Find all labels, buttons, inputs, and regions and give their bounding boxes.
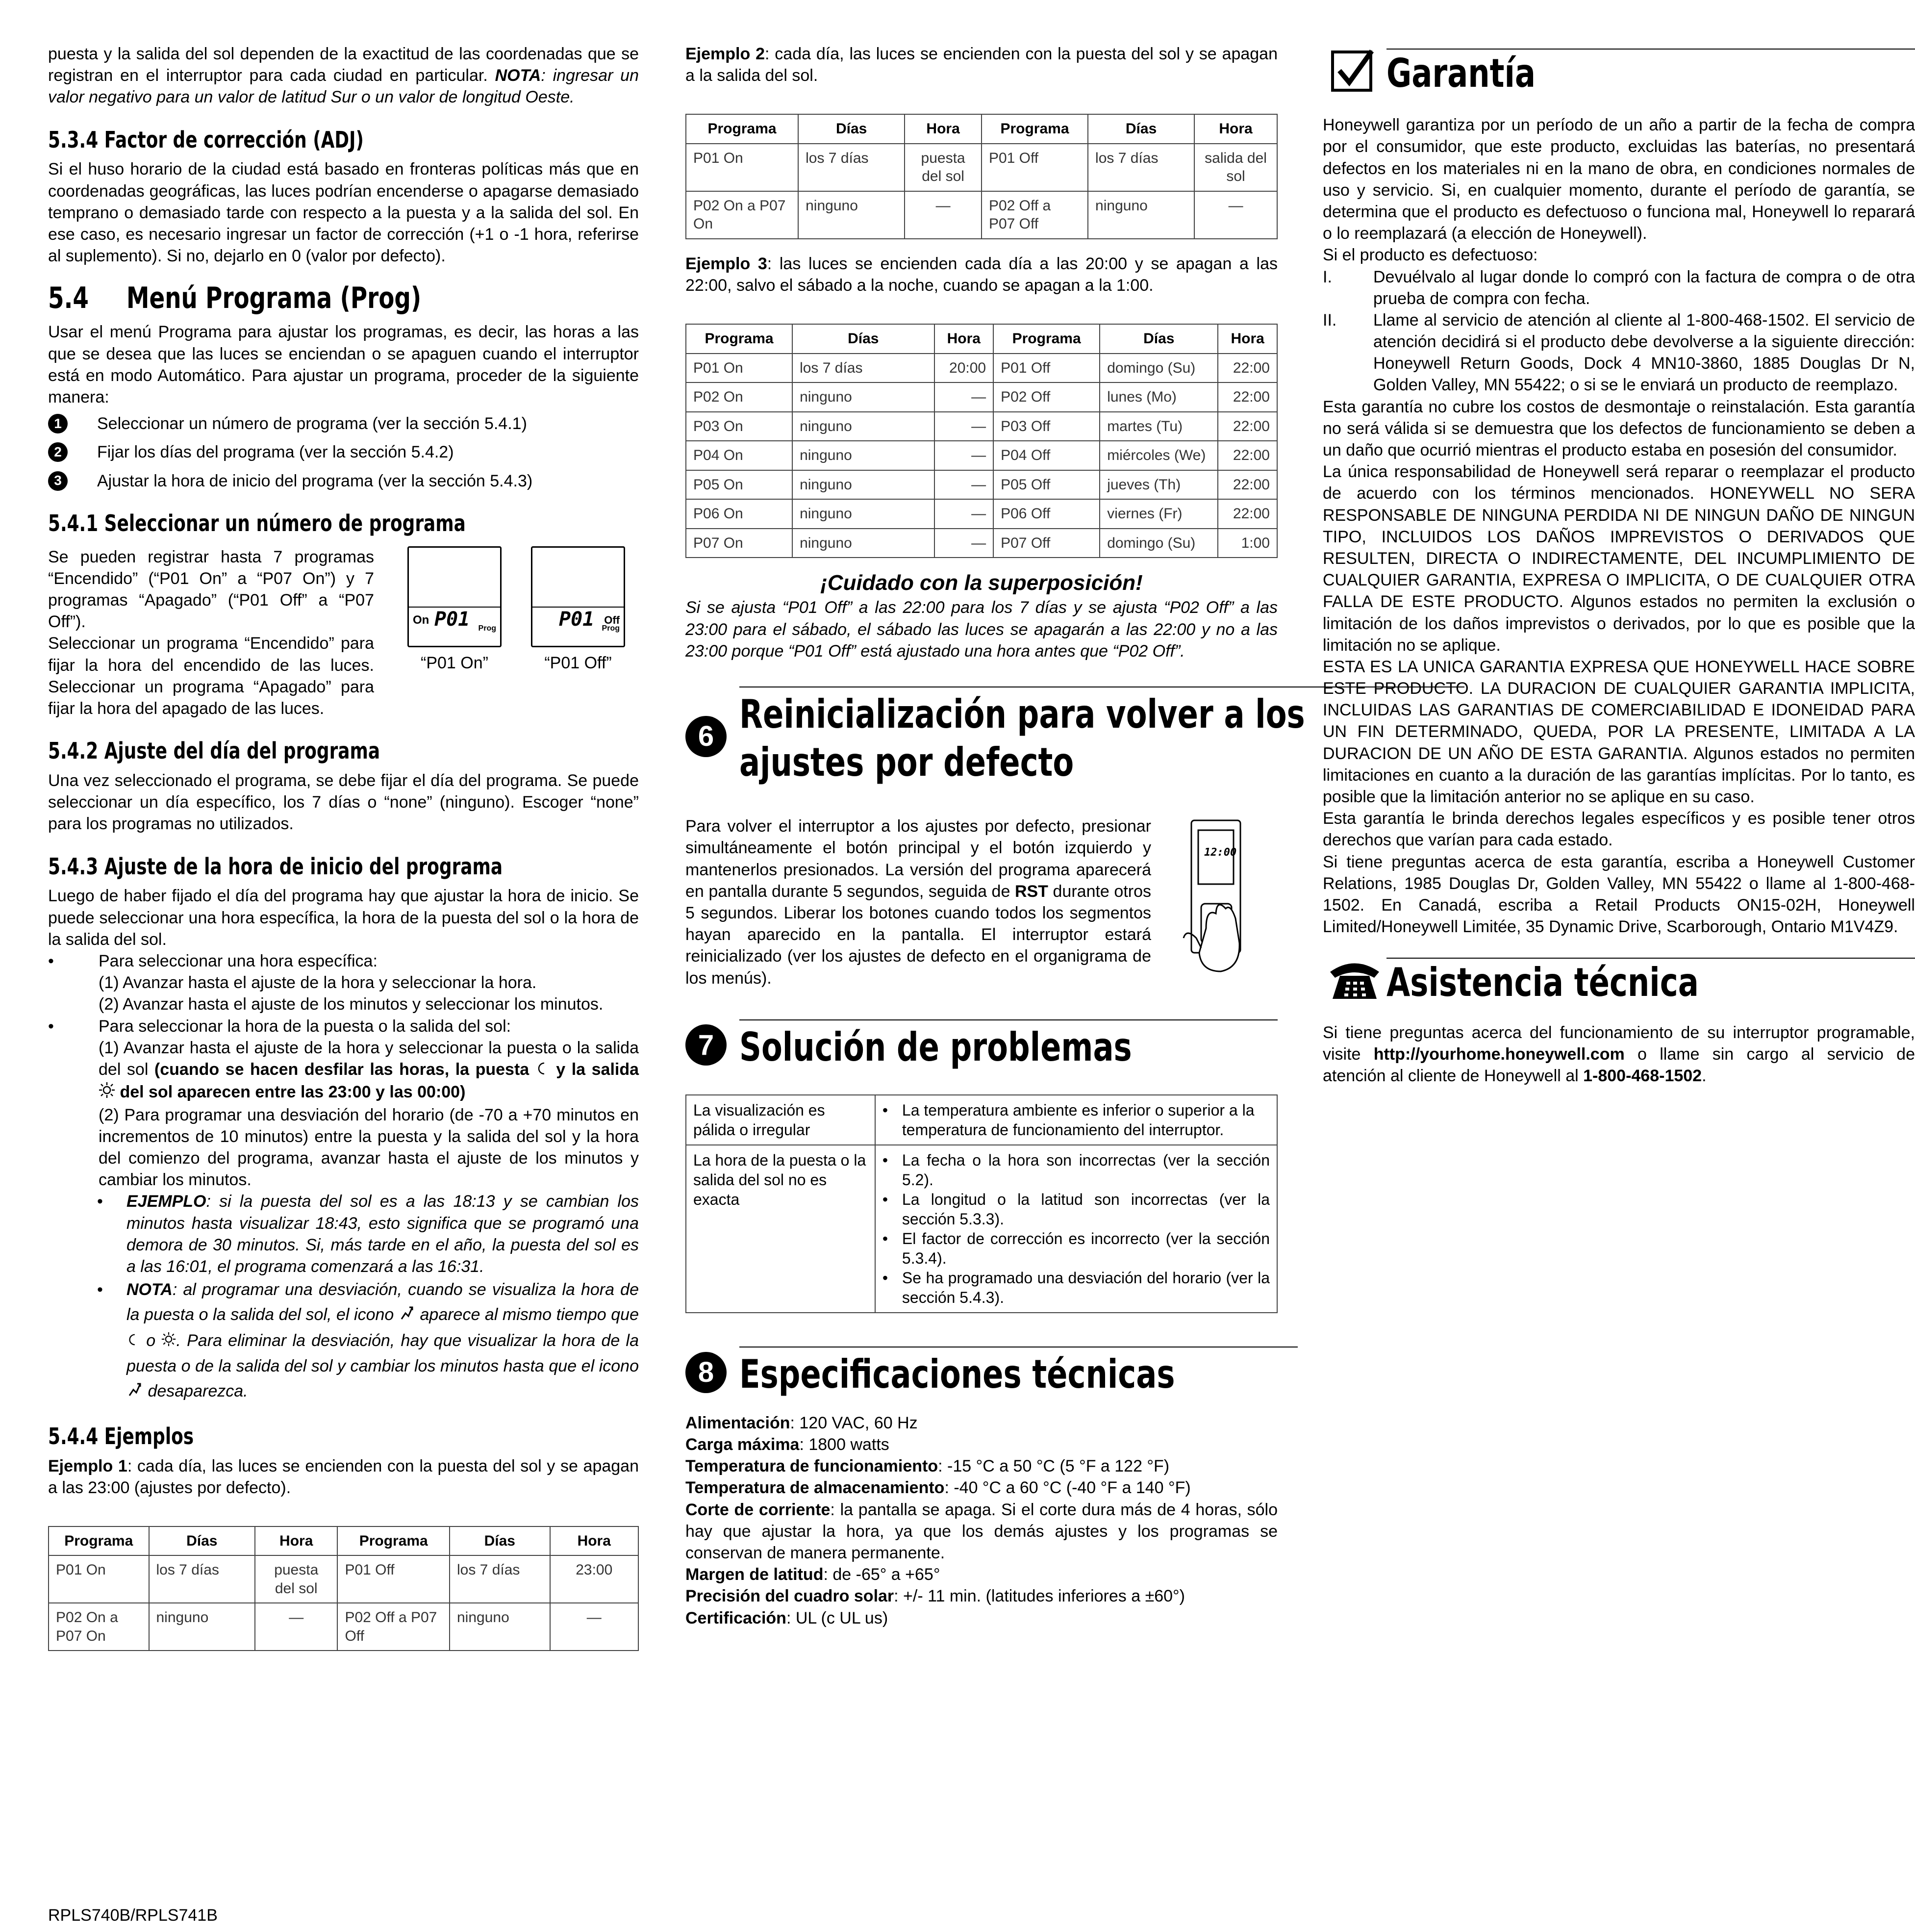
column-1	[48, 43, 639, 1651]
section-5-4-1-text-2: Seleccionar un programa “Encendido” para fijar la hora del encendido de las luces. Seleccionar un programa “Apagado” para fijar la hora del apagado de las luces.	[48, 634, 374, 718]
offset-note: • NOTA: al programar una desviación, cuando se visualiza la hora de la puesta o la salida del sol, el icono aparece al mismo tiempo que o . Para eliminar la desviación, hay que visualizar la hora de la puesta o de la salida del sol y cambiar los minutos hasta que el icono desaparezca.	[48, 1277, 639, 1405]
list-item: • Se ha programado una desviación del horario (ver la sección 5.4.3).	[882, 1269, 1270, 1307]
footer-model: RPLS740B/RPLS741B	[48, 1906, 218, 1925]
list-item: • La fecha o la hora son incorrectas (ver la sección 5.2).	[882, 1151, 1270, 1189]
step-1: 1 Seleccionar un número de programa (ver la sección 5.4.1)	[48, 413, 639, 434]
offset-icon	[399, 1303, 415, 1328]
moon-icon	[126, 1329, 140, 1354]
table-row: P01 On los 7 días puesta del sol P01 Off los 7 días 23:00	[49, 1555, 638, 1603]
section-6-heading: 6 Reinicialización para volver a los ajustes por defecto	[685, 686, 1278, 786]
section-5-4-3-heading: 5.4.3 Ajuste de la hora de inicio del programa	[48, 853, 503, 880]
section-number-badge: 6	[685, 716, 727, 757]
section-5-4-text: Usar el menú Programa para ajustar los programas, es decir, las horas a las que se desea que las luces se enciendan o se apaguen cuando el interruptor está en modo Automático. Para ajustar un programa, proceder de la siguiente manera:	[48, 323, 639, 407]
moon-icon	[535, 1060, 550, 1081]
lcd-figure-off	[531, 546, 625, 720]
checkbox-icon	[1331, 48, 1375, 98]
bullet-sun-time-step-1: (1) Avanzar hasta el ajuste de la hora y seleccionar la puesta o la salida del sol (cuando se hacen desfilar las horas, la puesta y la salida del sol aparecen entre las 23:00 y las 00:00)	[48, 1037, 639, 1104]
spec-item: Carga máxima: 1800 watts	[685, 1435, 889, 1454]
section-7-heading: 7 Solución de problemas	[685, 1019, 1278, 1071]
section-5-4-1-heading: 5.4.1 Seleccionar un número de programa	[48, 509, 466, 536]
caution-title: ¡Cuidado con la superposición!	[820, 571, 1143, 595]
list-item: I. Devuélvalo al lugar donde lo compró con la factura de compra o de otra prueba de compra con fecha.	[1323, 267, 1915, 308]
fig-off-caption: “P01 Off”	[544, 653, 612, 672]
section-5-3-4-text: Si el huso horario de la ciudad está basado en fronteras políticas más que en coordenadas geográficas, las luces podrían encenderse o apagarse demasiado temprano o demasiado tarde con respecto a la puesta y a la salida del sol. En ese caso, es necesario ingresar un factor de corrección (+1 o -1 hora, referirse al suplemento). Si no, dejarlo en 0 (valor por defecto).	[48, 160, 639, 266]
troubleshooting-table	[685, 1094, 1278, 1313]
example-1-table	[48, 1526, 639, 1652]
sun-icon	[161, 1329, 176, 1354]
example-1-text: Ejemplo 1: cada día, las luces se encienden con la puesta del sol y se apagan a las 23:00 (ajustes por defecto).	[48, 1456, 639, 1497]
assist-heading: Asistencia técnica	[1323, 957, 1915, 1007]
step-number-badge: 1	[48, 414, 68, 433]
table-row: P04 On ninguno — P04 Off miércoles (We) 22:00	[686, 441, 1277, 470]
section-number-badge: 8	[685, 1352, 727, 1393]
lcd-figures	[407, 546, 625, 720]
table-header-row: Programa Días Hora Programa Días Hora	[686, 114, 1277, 144]
table-row: P07 On ninguno — P07 Off domingo (Su) 1:00	[686, 529, 1277, 558]
list-item: • La temperatura ambiente es inferior o superior a la temperatura de funcionamiento del interruptor.	[882, 1101, 1255, 1139]
bullet-specific-time-step-1: (1) Avanzar hasta el ajuste de la hora y seleccionar la hora.	[99, 973, 537, 992]
specs-list	[685, 1412, 1278, 1629]
step-3: 3 Ajustar la hora de inicio del programa (ver la sección 5.4.3)	[48, 470, 639, 492]
example-3-table	[685, 324, 1278, 558]
step-number-badge: 2	[48, 442, 68, 462]
step-2: 2 Fijar los días del programa (ver la sección 5.4.2)	[48, 441, 639, 463]
spec-item: Alimentación: 120 VAC, 60 Hz	[685, 1413, 918, 1432]
column-3	[1323, 48, 1915, 1087]
list-item: II. Llame al servicio de atención al cliente al 1-800-468-1502. El servicio de atención decidirá si el producto debe devolverse a la siguiente dirección: Honeywell Return Goods, Dock 4 MN10-3860, 1885 Douglas Dr N, Golden Valley, MN 55422; o si se le enviará un producto de reemplazo.	[1323, 310, 1915, 395]
caution-text: Si se ajusta “P01 Off” a las 22:00 para los 7 días y se ajusta “P02 Off” a las 23:00 para el sábado, el sábado las luces se apagarán a las 22:00 y no a las 23:00 porque “P01 Off” está ajustado una hora antes que “P02 Off”.	[685, 598, 1278, 661]
section-5-4-4-heading: 5.4.4 Ejemplos	[48, 1423, 194, 1449]
assist-text: Si tiene preguntas acerca del funcionamiento de su interruptor programable, visite http://yourhome.honeywell.com o llame sin cargo al servicio de atención al cliente de Honeywell al 1-800-468-1502.	[1323, 1023, 1915, 1085]
example-2-text: Ejemplo 2: cada día, las luces se encienden con la puesta del sol y se apagan a la salida del sol.	[685, 45, 1278, 85]
spec-item: Margen de latitud: de -65° a +65°	[685, 1565, 940, 1584]
spec-item: Corte de corriente: la pantalla se apaga. Si el corte dura más de 4 horas, sólo hay que ajustar la hora, ya que los demás ajustes y los programas se conservan de manera permanente.	[685, 1500, 1278, 1562]
section-5-4-2-heading: 5.4.2 Ajuste del día del programa	[48, 737, 380, 764]
section-5-3-4-heading: 5.3.4 Factor de corrección (ADJ)	[48, 126, 364, 153]
table-header-row: Programa Días Hora Programa Días Hora	[686, 324, 1277, 354]
warranty-text: Honeywell garantiza por un período de un año a partir de la fecha de compra por el consumidor, que este producto, excluidas las baterías, no presentará defectos en los materiales ni en la mano de obra, en condiciones normales de uso y servicio. Si, en cualquier momento, durante el período de garantía, se determina que el producto es defectuoso o funciona mal, Honeywell lo reparará o lo reemplazará (a elección de Honeywell). Si el producto es defectuoso: I. Devuélvalo al lugar donde lo compró con la factura de compra o de otra prueba de compra con fecha. II. Llame al servicio de atención al cliente al 1-800-468-1502. El servicio de atención decidirá si el producto debe devolverse a la siguiente dirección: Honeywell Return Goods, Dock 4 MN10-3860, 1885 Douglas Dr N, Golden Valley, MN 55422; o si se le enviará un producto de reemplazo. Esta garantía no cubre los costos de desmontaje o reinstalación. Esta garantía no será válida si se demuestra que los defectos de funcionamiento se deben a un daño que ocurrió mientras el producto estaba en posesión del consumidor. La única responsabilidad de Honeywell será reparar o reemplazar el producto de acuerdo con los términos mencionados. HONEYWELL NO SERA RESPONSABLE DE NINGUNA PERDIDA NI DE NINGUN DAÑO DE NINGUN TIPO, INCLUIDOS LOS DAÑOS IMPREVISTOS O DERIVADOS QUE RESULTEN, DIRECTA O INDIRECTAMENTE, DEL INCUMPLIMIENTO DE CUALQUIER GARANTIA, EXPRESA O IMPLICITA, O DE CUALQUIER OTRA FALLA DE ESTE PRODUCTO. Algunos estados no permiten la exclusión o limitación de los daños imprevistos o derivados, por lo que es posible que la limitación no se aplique. ESTA ES LA UNICA GARANTIA EXPRESA QUE HONEYWELL HACE SOBRE ESTE PRODUCTO. LA DURACION DE CUALQUIER GARANTIA IMPLICITA, INCLUIDAS LAS GARANTIAS DE COMERCIABILIDAD E IDONEIDAD PARA UN FIN DETERMINADO, QUEDA, POR LA PRESENTE, LIMITADA A LA DURACION DE UN AÑO DE ESTA GARANTIA. Algunos estados no permiten limitaciones en cuanto a la duración de las garantías implícitas. Por lo tanto, es posible que la limitación anterior no se aplique en su caso. Esta garantía le brinda derechos legales específicos y es posible tener otros derechos que varían para cada estado. Si tiene preguntas acerca de esta garantía, escriba a Honeywell Customer Relations, 1985 Douglas Dr, Golden Valley, MN 55422 o llame al 1-800-468-1502. En Canadá, escriba a Retail Products ON15-02H, Honeywell Limited/Honeywell Limitée, 35 Dynamic Drive, Scarborough, Ontario M1V4Z9.	[1323, 116, 1915, 937]
section-5-4-1-body	[48, 546, 639, 720]
table-row: P01 On los 7 días 20:00 P01 Off domingo (Su) 22:00	[686, 354, 1277, 383]
offset-icon	[126, 1380, 143, 1405]
fig-on-caption: “P01 On”	[421, 653, 488, 672]
lcd-display-off-icon: P01 Off Prog	[531, 546, 625, 647]
table-row: P02 On a P07 On ninguno — P02 Off a P07 Off ninguno —	[686, 191, 1277, 239]
spec-item: Temperatura de funcionamiento: -15 °C a 50 °C (5 °F a 122 °F)	[685, 1457, 1170, 1476]
example-2-table	[685, 114, 1278, 239]
column-2	[685, 43, 1305, 1629]
section-6-body	[685, 815, 1278, 989]
example-3-text: Ejemplo 3: las luces se encienden cada día a las 20:00 y se apagan a las 22:00, salvo el sábado a la noche, cuando se apagan a la 1:00.	[685, 254, 1278, 295]
table-row: P01 On los 7 días puesta del sol P01 Off los 7 días salida del sol	[686, 144, 1277, 191]
sun-icon	[99, 1082, 115, 1104]
section-5-4-2-text: Una vez seleccionado el programa, se debe fijar el día del programa. Se puede seleccionar un día específico, los 7 días o “none” (ninguno). Escoger “none” para los programas no utilizados.	[48, 771, 639, 834]
assist-link[interactable]: http://yourhome.honeywell.com	[1373, 1044, 1625, 1064]
table-row: P02 On ninguno — P02 Off lunes (Mo) 22:00	[686, 382, 1277, 412]
table-row: La hora de la puesta o la salida del sol no es exacta • La fecha o la hora son incorrectas (ver la sección 5.2). • La longitud o la latitud son incorrectas (ver la sección 5.3.3). • El factor de corrección es incorrecto (ver la sección 5.3.4). • Se ha programado una desviación del horario (ver la sección 5.4.3).	[686, 1145, 1277, 1313]
bullet-sun-time-step-2: (2) Para programar una desviación del horario (de -70 a +70 minutos en incrementos de 10 minutos) entre la puesta y la salida del sol y la hora del comienzo del programa, avanzar hasta el ajuste de los minutos y cambiar los minutos.	[99, 1105, 639, 1190]
telephone-icon	[1328, 957, 1382, 1007]
step-number-badge: 3	[48, 471, 68, 491]
section-5-4-1-text-1: Se pueden registrar hasta 7 programas “Encendido” (“P01 On” a “P07 On”) y 7 programas “Apagado” (“P01 Off” a “P07 Off”).	[48, 547, 374, 632]
list-item: • La longitud o la latitud son incorrectas (ver la sección 5.3.3).	[882, 1191, 1270, 1228]
spec-item: Precisión del cuadro solar: +/- 11 min. (latitudes inferiores a ±60°)	[685, 1587, 1185, 1606]
reset-device-icon: 12:00	[1182, 815, 1260, 977]
lcd-figure-on	[407, 546, 502, 720]
bullet-sun-time: • Para seleccionar la hora de la puesta o la salida del sol:	[48, 1017, 511, 1036]
section-number-badge: 7	[685, 1024, 727, 1066]
table-row: P02 On a P07 On ninguno — P02 Off a P07 Off ninguno —	[49, 1603, 638, 1651]
table-header-row: Programa Días Hora Programa Días Hora	[49, 1526, 638, 1556]
spec-item: Certificación: UL (c UL us)	[685, 1608, 888, 1627]
table-row: P06 On ninguno — P06 Off viernes (Fr) 22:00	[686, 499, 1277, 529]
section-8-heading: 8 Especificaciones técnicas	[685, 1347, 1278, 1398]
section-6-text: Para volver el interruptor a los ajustes por defecto, presionar simultáneamente el botón principal y el botón izquierdo y mantenerlos presionados. La versión del programa aparecerá en pantalla durante 5 segundos, seguida de RST durante otros 5 segundos. Liberar los botones cuando todos los segmentos hayan aparecido en la pantalla. El interruptor estará reinicializado (ver los ajustes de defecto en el organigrama de los menús).	[685, 817, 1151, 988]
table-row: P05 On ninguno — P05 Off jueves (Th) 22:00	[686, 470, 1277, 500]
steps-list	[48, 413, 639, 492]
table-row: La visualización es pálida o irregular • La temperatura ambiente es inferior o superior a la temperatura de funcionamiento del interruptor.	[686, 1095, 1277, 1145]
warranty-heading: Garantía	[1323, 48, 1915, 98]
bullet-specific-time-step-2: (2) Avanzar hasta el ajuste de los minutos y seleccionar los minutos.	[99, 995, 604, 1014]
lcd-display-on-icon: On P01 Prog	[407, 546, 502, 647]
list-item: • El factor de corrección es incorrecto (ver la sección 5.3.4).	[882, 1230, 1270, 1268]
section-5-4-3-text: Luego de haber fijado el día del programa hay que ajustar la hora de inicio. Se puede seleccionar una hora específica, la hora de la puesta del sol o la hora de la salida del sol.	[48, 887, 639, 949]
example-note: • EJEMPLO: si la puesta del sol es a las 18:13 y se cambian los minutos hasta visualizar 18:43, esto significa que se programó una demora de 30 minutos. Si, más tarde en el año, la puesta del sol es a las 16:01, el programa comenzará a las 16:31.	[97, 1192, 639, 1276]
section-5-4-heading: 5.4 Menú Programa (Prog)	[48, 281, 422, 316]
intro-paragraph: puesta y la salida del sol dependen de la exactitud de las coordenadas que se registran en el interruptor para cada ciudad en particular. NOTA: ingresar un valor negativo para un valor de latitud Sur o un valor de longitud Oeste.	[48, 45, 639, 107]
bullet-specific-time: • Para seleccionar una hora específica:	[48, 952, 378, 970]
table-row: P03 On ninguno — P03 Off martes (Tu) 22:00	[686, 412, 1277, 441]
spec-item: Temperatura de almacenamiento: -40 °C a 60 °C (-40 °F a 140 °F)	[685, 1478, 1191, 1498]
